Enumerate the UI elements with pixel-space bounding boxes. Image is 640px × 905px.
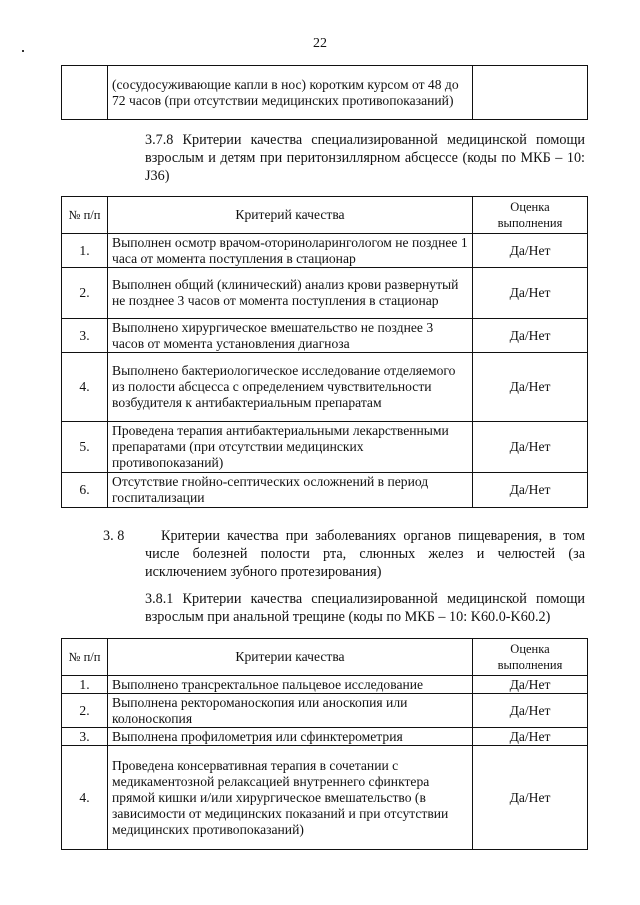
assessment-value: Да/Нет xyxy=(473,694,588,728)
assessment-value: Да/Нет xyxy=(473,319,588,353)
table-row xyxy=(62,676,588,694)
criteria-table-381 xyxy=(61,638,588,850)
row-number: 3. xyxy=(62,728,108,746)
criterion-text: Выполнено хирургическое вмешательство не позднее 3 часов от момента установления диагноза xyxy=(108,319,473,353)
continuation-table xyxy=(61,65,588,120)
header-assessment: Оценка выполнения xyxy=(473,197,588,234)
header-criterion: Критерии качества xyxy=(108,639,473,676)
table-header-row xyxy=(62,639,588,676)
assessment-value: Да/Нет xyxy=(473,234,588,268)
assessment-value: Да/Нет xyxy=(473,353,588,422)
assessment-value: Да/Нет xyxy=(473,473,588,508)
row-number: 3. xyxy=(62,319,108,353)
criterion-text: Проведена терапия антибактериальными лекарственными препаратами (при отсутствии медицинских противопоказаний) xyxy=(108,422,473,473)
table-row xyxy=(62,353,588,422)
table-row xyxy=(62,746,588,850)
table-row xyxy=(62,422,588,473)
section-38-number: 3. 8 xyxy=(103,528,125,544)
table-header-row xyxy=(62,197,588,234)
row-number: 5. xyxy=(62,422,108,473)
assessment-value xyxy=(473,66,588,120)
table-row xyxy=(62,234,588,268)
section-38-text: Критерии качества при заболеваниях органов пищеварения, в том числе болезней полости рта, слюнных желез и челюстей (за исключением зубного протезирования) xyxy=(145,528,585,580)
criteria-table-378 xyxy=(61,196,588,508)
row-number: 1. xyxy=(62,234,108,268)
criterion-text: Выполнен осмотр врачом-оториноларингологом не позднее 1 часа от момента поступления в стационар xyxy=(108,234,473,268)
section-378-heading: 3.7.8 Критерии качества специализированной медицинской помощи взрослым и детям при перитонзиллярном абсцессе (коды по МКБ – 10: J36) xyxy=(145,132,585,184)
assessment-value: Да/Нет xyxy=(473,676,588,694)
criterion-text: Выполнена ректороманоскопия или аноскопия или колоноскопия xyxy=(108,694,473,728)
criterion-text: Проведена консервативная терапия в сочетании с медикаментозной релаксацией внутреннего сфинктера прямой кишки и/или хирургическое вмешательство (в зависимости от медицинских показаний и при отсутствии медицинских противопоказаний) xyxy=(108,746,473,850)
criterion-text: Выполнена профилометрия или сфинктерометрия xyxy=(108,728,473,746)
assessment-value: Да/Нет xyxy=(473,422,588,473)
criterion-text: Выполнено трансректальное пальцевое исследование xyxy=(108,676,473,694)
table-row xyxy=(62,319,588,353)
header-number: № п/п xyxy=(62,639,108,676)
table-row xyxy=(62,473,588,508)
row-number: 1. xyxy=(62,676,108,694)
header-assessment: Оценка выполнения xyxy=(473,639,588,676)
header-number: № п/п xyxy=(62,197,108,234)
row-number: 2. xyxy=(62,694,108,728)
table-row xyxy=(62,728,588,746)
criterion-text: Выполнен общий (клинический) анализ крови развернутый не позднее 3 часов от момента поступления в стационар xyxy=(108,268,473,319)
row-number: 2. xyxy=(62,268,108,319)
table-row xyxy=(62,268,588,319)
criterion-text: Выполнено бактериологическое исследование отделяемого из полости абсцесса с определением чувствительности возбудителя к антибактериальным препаратам xyxy=(108,353,473,422)
table-row xyxy=(62,694,588,728)
row-number xyxy=(62,66,108,120)
assessment-value: Да/Нет xyxy=(473,746,588,850)
assessment-value: Да/Нет xyxy=(473,728,588,746)
criterion-text: Отсутствие гнойно-септических осложнений в период госпитализации xyxy=(108,473,473,508)
assessment-value: Да/Нет xyxy=(473,268,588,319)
page-number: 22 xyxy=(313,36,327,51)
row-number: 6. xyxy=(62,473,108,508)
criterion-text: (сосудосуживающие капли в нос) коротким курсом от 48 до 72 часов (при отсутствии медицинских противопоказаний) xyxy=(108,66,473,120)
section-381-heading: 3.8.1 Критерии качества специализированной медицинской помощи взрослым при анальной трещине (коды по МКБ – 10: K60.0-K60.2) xyxy=(145,591,585,625)
header-criterion: Критерий качества xyxy=(108,197,473,234)
row-number: 4. xyxy=(62,353,108,422)
row-number: 4. xyxy=(62,746,108,850)
table-row xyxy=(62,66,588,120)
